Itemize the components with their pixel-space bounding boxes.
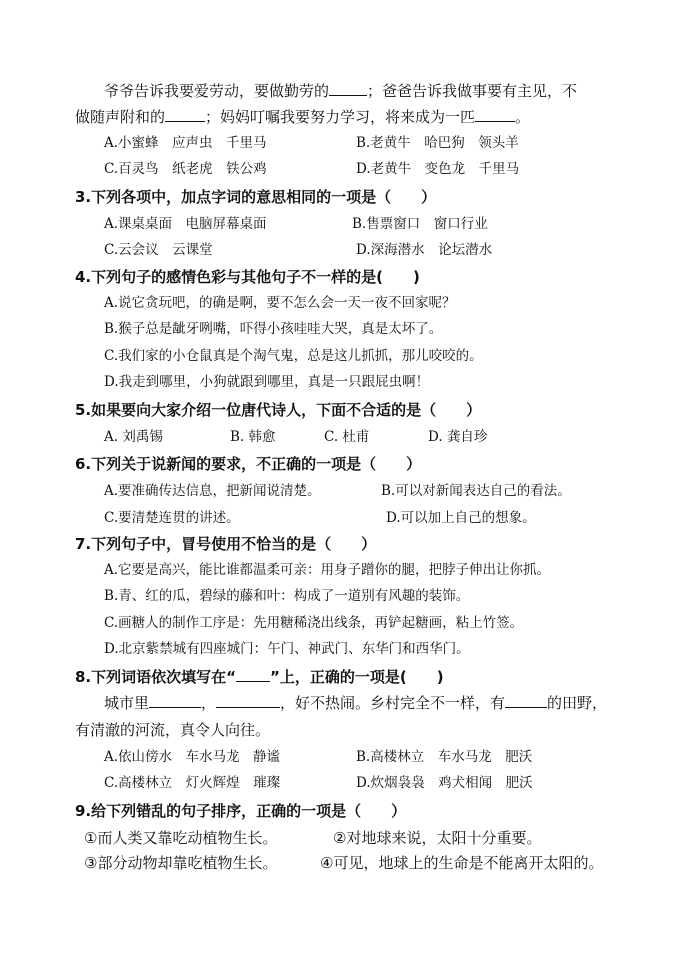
q4-option-c: C.我们家的小仓鼠真是个淘气鬼，总是这儿抓抓，那儿咬咬的。 <box>104 348 483 364</box>
fill-blank <box>505 693 547 708</box>
q8-passage-line-1 <box>104 693 607 713</box>
q3-option-d: D.深海潜水 论坛潜水 <box>356 242 493 258</box>
intro-text: 爷爷告诉我要爱劳动，要做勤劳的 <box>104 82 330 100</box>
q9-sentence-1: ①而人类又靠吃动植物生长。 <box>84 829 278 847</box>
q4-option-d: D.我走到哪里，小狗就跟到哪里，真是一只跟屁虫啊！ <box>104 374 430 390</box>
q8-option-c: C.高楼林立 灯火辉煌 璀璨 <box>104 775 281 791</box>
q3-option-b: B.售票窗口 窗口行业 <box>352 216 488 232</box>
fill-blank <box>236 667 270 682</box>
fill-blank <box>216 693 280 708</box>
q3-option-a: A.课桌桌面 电脑屏幕桌面 <box>104 216 267 232</box>
q7-option-d: D.北京紫禁城有四座城门：午门、神武门、东华门和西华门。 <box>104 641 470 657</box>
q6-option-d: D.可以加上自己的想象。 <box>386 510 536 526</box>
intro-option-d: D.老黄牛 变色龙 千里马 <box>356 161 520 177</box>
q9-sentence-2: ②对地球来说，太阳十分重要。 <box>333 829 542 847</box>
q6-option-b: B.可以对新闻表达自己的看法。 <box>381 483 571 499</box>
q9-sentence-4: ④可见，地球上的生命是不能离开太阳的。 <box>320 854 604 872</box>
q8-passage-text: ， <box>201 694 217 712</box>
fill-blank <box>165 107 205 122</box>
q7-option-b: B.青、红的瓜，碧绿的藤和叶：构成了一道别有风趣的装饰。 <box>104 588 470 604</box>
q8-option-a: A.依山傍水 车水马龙 静谧 <box>104 749 281 765</box>
q5-option-a: A. 刘禹锡 <box>104 429 163 445</box>
q8-stem-text: ”上，正确的一项是( ) <box>270 668 444 686</box>
q5-option-c: C. 杜甫 <box>324 429 370 445</box>
fill-blank <box>149 693 201 708</box>
question-8-stem <box>75 667 444 687</box>
q8-passage-line-2: 有清澈的河流，真令人向往。 <box>75 721 271 739</box>
question-6-stem: 6.下列关于说新闻的要求，不正确的一项是（ ） <box>75 455 422 473</box>
q6-option-c: C.要清楚连贯的讲述。 <box>104 510 240 526</box>
fill-blank <box>475 107 515 122</box>
q6-option-a: A.要准确传达信息，把新闻说清楚。 <box>104 483 321 499</box>
q4-option-b: B.猴子总是龇牙咧嘴，吓得小孩哇哇大哭，真是太坏了。 <box>104 321 443 337</box>
q7-option-c: C.画糖人的制作工序是：先用糖稀浇出线条，再铲起糖画，粘上竹签。 <box>104 615 524 631</box>
intro-text: ；妈妈叮嘱我要努力学习，将来成为一匹 <box>205 108 476 126</box>
question-4-stem: 4.下列句子的感情色彩与其他句子不一样的是( ) <box>75 268 420 286</box>
q8-passage-text: 城市里 <box>104 694 150 712</box>
fill-blank <box>329 81 367 96</box>
q5-option-b: B. 韩愈 <box>230 429 276 445</box>
q3-option-c: C.云会议 云课堂 <box>104 242 213 258</box>
q8-stem-text: 8.下列词语依次填写在“ <box>75 668 236 686</box>
q7-option-a: A.它要是高兴，能比谁都温柔可亲：用身子蹭你的腿，把脖子伸出让你抓。 <box>104 562 551 578</box>
intro-option-c: C.百灵鸟 纸老虎 铁公鸡 <box>104 161 267 177</box>
q4-option-a: A.说它贪玩吧，的确是啊，要不怎么会一天一夜不回家呢？ <box>104 295 456 311</box>
question-3-stem: 3.下列各项中，加点字词的意思相同的一项是（ ） <box>75 188 437 206</box>
q8-passage-text: 的田野， <box>547 694 608 712</box>
q8-option-d: D.炊烟袅袅 鸡犬相闻 肥沃 <box>356 775 533 791</box>
question-9-stem: 9.给下列错乱的句子排序，正确的一项是（ ） <box>75 802 407 820</box>
intro-option-a: A.小蜜蜂 应声虫 千里马 <box>104 135 267 151</box>
intro-text: ；爸爸告诉我做事要有主见，不 <box>367 82 578 100</box>
q9-sentence-3: ③部分动物却靠吃植物生长。 <box>84 854 278 872</box>
question-5-stem: 5.如果要向大家介绍一位唐代诗人，下面不合适的是（ ） <box>75 401 482 419</box>
intro-option-b: B.老黄牛 哈巴狗 领头羊 <box>356 135 519 151</box>
intro-line-1 <box>104 81 577 101</box>
q8-option-b: B.高楼林立 车水马龙 肥沃 <box>356 749 533 765</box>
intro-line-2 <box>75 107 530 127</box>
intro-text: 。 <box>515 108 531 126</box>
intro-text: 做随声附和的 <box>75 108 166 126</box>
question-7-stem: 7.下列句子中，冒号使用不恰当的是（ ） <box>75 535 377 553</box>
q5-option-d: D. 龚自珍 <box>428 429 488 445</box>
q8-passage-text: ，好不热闹。乡村完全不一样，有 <box>280 694 506 712</box>
